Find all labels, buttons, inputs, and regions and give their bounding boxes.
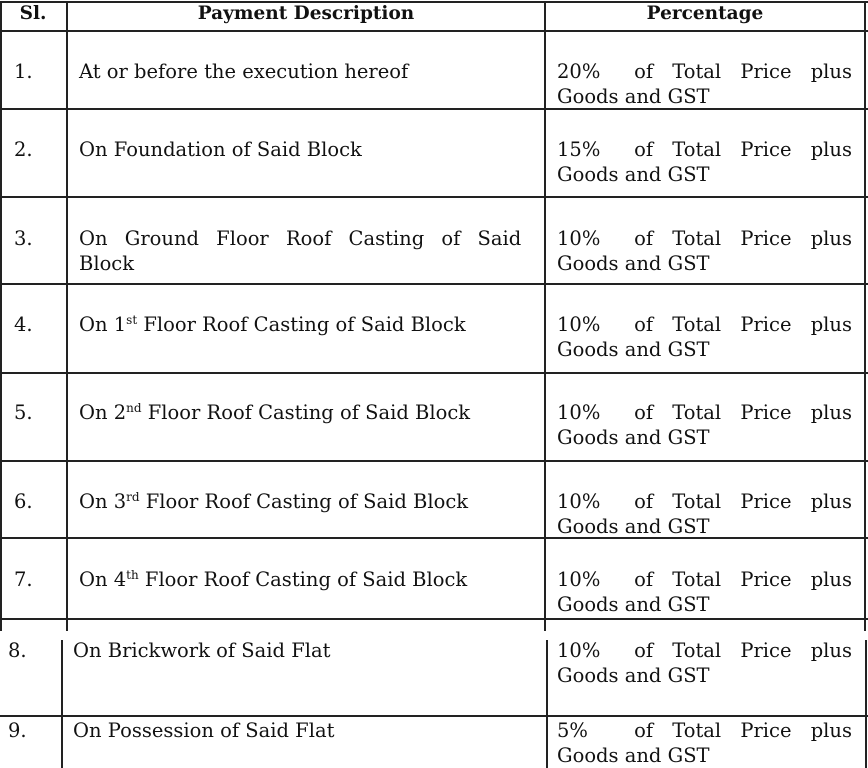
rule <box>0 283 868 285</box>
row-8-description: On Brickwork of Said Flat <box>73 639 331 662</box>
rule <box>0 460 868 462</box>
row-5-description: On 2nd Floor Roof Casting of Said Block <box>79 401 471 424</box>
rule <box>864 1 866 631</box>
row-9-sl: 9. <box>8 719 27 742</box>
row-6-sl: 6. <box>14 490 33 513</box>
row-8-percentage: 10% of Total Price plus Goods and GST <box>557 639 852 687</box>
rule <box>0 618 868 620</box>
rule <box>0 196 868 198</box>
row-4-percentage: 10% of Total Price plus Goods and GST <box>557 313 852 361</box>
row-7-percentage: 10% of Total Price plus Goods and GST <box>557 568 852 616</box>
rule <box>0 30 868 32</box>
rule <box>0 1 2 631</box>
header-percentage: Percentage <box>646 3 764 24</box>
row-4-description: On 1st Floor Roof Casting of Said Block <box>79 313 466 336</box>
header-sl: Sl. <box>19 3 47 24</box>
row-9-percentage: 5% of Total Price plus Goods and GST <box>557 719 852 767</box>
row-6-percentage: 10% of Total Price plus Goods and GST <box>557 490 852 538</box>
row-4-sl: 4. <box>14 313 33 336</box>
row-2-percentage: 15% of Total Price plus Goods and GST <box>557 138 852 186</box>
rule <box>61 640 63 768</box>
row-3-sl: 3. <box>14 227 33 250</box>
rule <box>546 640 548 768</box>
row-8-sl: 8. <box>8 639 27 662</box>
rule <box>544 1 546 631</box>
row-6-description: On 3rd Floor Roof Casting of Said Block <box>79 490 469 513</box>
row-2-description: On Foundation of Said Block <box>79 138 362 161</box>
row-9-description: On Possession of Said Flat <box>73 719 335 742</box>
row-3-description: On Ground Floor Roof Casting of Said Block <box>79 227 522 275</box>
rule <box>66 1 68 631</box>
rule <box>0 372 868 374</box>
row-5-sl: 5. <box>14 401 33 424</box>
header-description: Payment Description <box>197 3 415 24</box>
row-5-percentage: 10% of Total Price plus Goods and GST <box>557 401 852 449</box>
row-7-sl: 7. <box>14 568 33 591</box>
row-1-sl: 1. <box>14 60 33 83</box>
row-3-percentage: 10% of Total Price plus Goods and GST <box>557 227 852 275</box>
rule <box>0 715 868 717</box>
row-1-percentage: 20% of Total Price plus Goods and GST <box>557 60 852 108</box>
rule <box>865 640 867 768</box>
row-7-description: On 4th Floor Roof Casting of Said Block <box>79 568 468 591</box>
row-1-description: At or before the execution hereof <box>79 60 409 83</box>
row-2-sl: 2. <box>14 138 33 161</box>
